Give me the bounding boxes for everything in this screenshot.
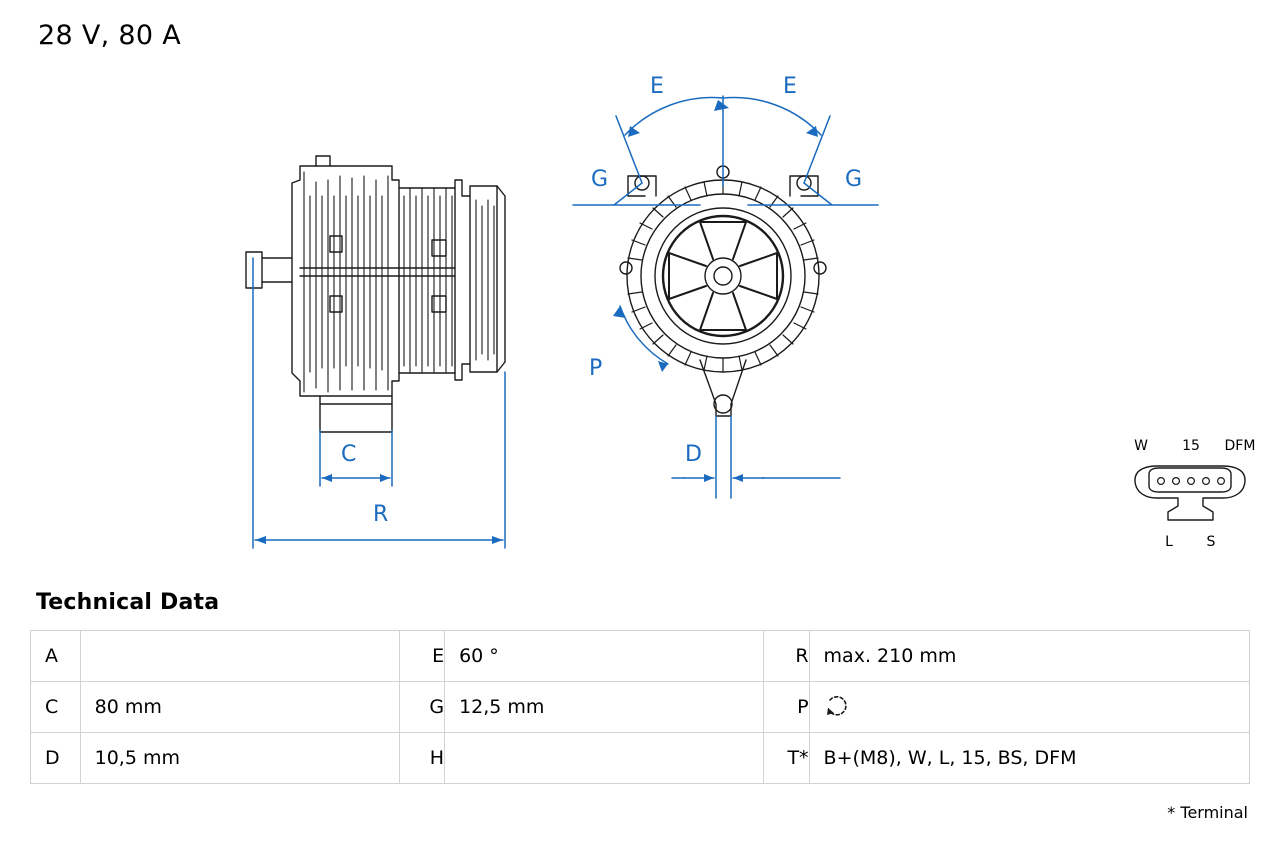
row-value-p bbox=[809, 682, 1249, 733]
row-key-a: A bbox=[31, 631, 81, 682]
row-value-e: 60 ° bbox=[445, 631, 764, 682]
row-value-a bbox=[80, 631, 399, 682]
row-key-r: R bbox=[764, 631, 810, 682]
row-value-r: max. 210 mm bbox=[809, 631, 1249, 682]
table-row bbox=[31, 733, 1250, 784]
page-title: 28 V, 80 A bbox=[38, 20, 181, 51]
row-key-g: G bbox=[399, 682, 445, 733]
svg-text:L: L bbox=[1165, 534, 1173, 550]
svg-text:D: D bbox=[685, 442, 702, 467]
row-key-h: H bbox=[399, 733, 445, 784]
row-key-d: D bbox=[31, 733, 81, 784]
svg-text:W: W bbox=[1134, 438, 1148, 454]
row-value-g: 12,5 mm bbox=[445, 682, 764, 733]
terminal-footnote: * Terminal bbox=[1167, 803, 1248, 822]
svg-text:R: R bbox=[373, 502, 389, 527]
svg-text:S: S bbox=[1206, 534, 1216, 550]
row-key-e: E bbox=[399, 631, 445, 682]
svg-text:E: E bbox=[783, 74, 797, 99]
svg-text:E: E bbox=[650, 74, 664, 99]
row-key-c: C bbox=[31, 682, 81, 733]
row-value-c: 80 mm bbox=[80, 682, 399, 733]
table-row bbox=[31, 631, 1250, 682]
alternator-front-view bbox=[620, 166, 826, 416]
svg-text:15: 15 bbox=[1182, 438, 1200, 454]
svg-text:DFM: DFM bbox=[1224, 438, 1256, 454]
svg-text:G: G bbox=[591, 167, 609, 192]
row-key-p: P bbox=[764, 682, 810, 733]
row-key-t: T* bbox=[764, 733, 810, 784]
row-value-d: 10,5 mm bbox=[80, 733, 399, 784]
svg-text:P: P bbox=[589, 356, 603, 381]
table-row bbox=[31, 682, 1250, 733]
row-value-h bbox=[445, 733, 764, 784]
technical-data-table bbox=[30, 630, 1250, 784]
connector-pinout bbox=[1135, 466, 1245, 520]
alternator-side-view bbox=[246, 156, 505, 432]
dim-label-C: C bbox=[341, 442, 357, 467]
row-value-t: B+(M8), W, L, 15, BS, DFM bbox=[809, 733, 1249, 784]
svg-text:G: G bbox=[845, 167, 863, 192]
rotation-direction-icon bbox=[824, 694, 1249, 720]
technical-data-heading: Technical Data bbox=[36, 590, 220, 615]
